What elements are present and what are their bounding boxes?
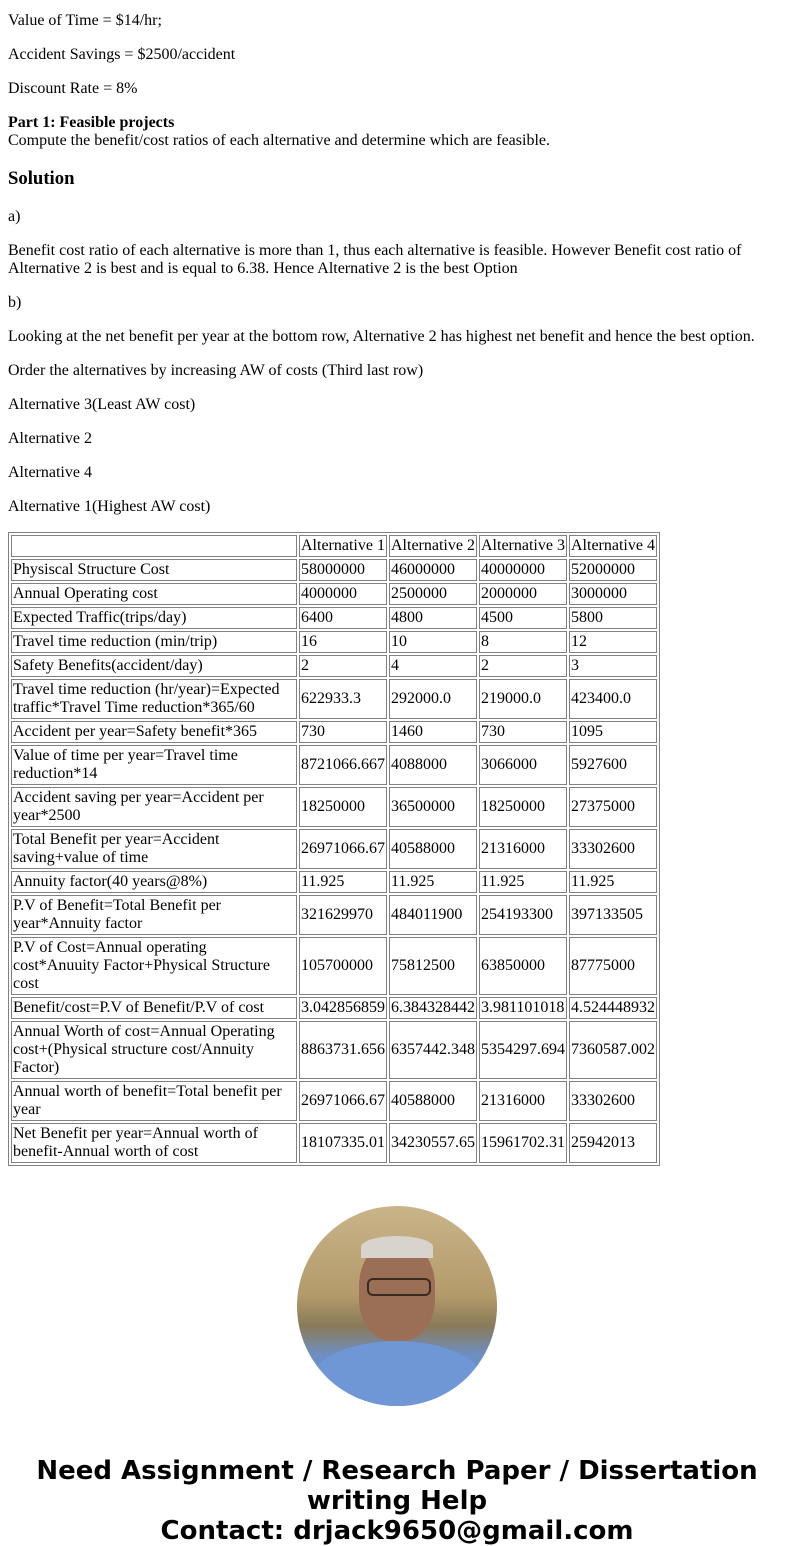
table-row (11, 631, 657, 653)
part-1 (8, 114, 786, 150)
part-a-text: Benefit cost ratio of each alternative is more than 1, thus each alternative is feasible. However Benefit cost ratio of Alternative 2 is best and is equal to 6.38. Hence Alternative 2 is the best Option (8, 242, 742, 277)
cell-value: 26971066.67 (299, 1081, 387, 1121)
cell-value: 10 (389, 631, 477, 653)
table-row (11, 655, 657, 677)
cell-value: 423400.0 (569, 679, 657, 719)
row-label: P.V of Cost=Annual operating cost*Anuuity Factor+Physical Structure cost (11, 937, 297, 995)
cell-value: 5927600 (569, 745, 657, 785)
cell-value: 219000.0 (479, 679, 567, 719)
cell-value: 18107335.01 (299, 1123, 387, 1163)
alternatives-table (8, 532, 660, 1166)
part-b-text: Looking at the net benefit per year at the bottom row, Alternative 2 has highest net benefit and hence the best option. (8, 328, 755, 345)
cell-value: 87775000 (569, 937, 657, 995)
order-item: Alternative 2 (8, 430, 92, 447)
cell-value: 18250000 (299, 787, 387, 827)
row-label: Travel time reduction (hr/year)=Expected traffic*Travel Time reduction*365/60 (11, 679, 297, 719)
cell-value: 6400 (299, 607, 387, 629)
cell-value: 11.925 (389, 871, 477, 893)
part-description: Compute the benefit/cost ratios of each alternative and determine which are feasible. (8, 132, 550, 149)
cell-value: 1460 (389, 721, 477, 743)
accident-savings: Accident Savings = $2500/accident (8, 46, 236, 63)
table-row (11, 997, 657, 1019)
cell-value: 18250000 (479, 787, 567, 827)
cell-value: 5800 (569, 607, 657, 629)
order-item: Alternative 3(Least AW cost) (8, 396, 196, 413)
cell-value: 321629970 (299, 895, 387, 935)
cell-value: 33302600 (569, 829, 657, 869)
cell-value: 40588000 (389, 1081, 477, 1121)
cell-value: 11.925 (479, 871, 567, 893)
table-row (11, 937, 657, 995)
cell-value: 1095 (569, 721, 657, 743)
cell-value: 25942013 (569, 1123, 657, 1163)
cell-value: 52000000 (569, 559, 657, 581)
order-text: Order the alternatives by increasing AW of costs (Third last row) (8, 362, 424, 379)
cell-value: Alternative 1 (299, 535, 387, 557)
order-item: Alternative 4 (8, 464, 92, 481)
cell-value: Alternative 3 (479, 535, 567, 557)
table-row (11, 721, 657, 743)
cell-value: 254193300 (479, 895, 567, 935)
table-row (11, 829, 657, 869)
cell-value: 4088000 (389, 745, 477, 785)
part-title: Part 1: Feasible projects (8, 114, 175, 131)
row-label: Physiscal Structure Cost (11, 559, 297, 581)
cell-value: 2500000 (389, 583, 477, 605)
cell-value: 16 (299, 631, 387, 653)
row-label: Accident saving per year=Accident per year*2500 (11, 787, 297, 827)
table-row (11, 583, 657, 605)
cell-value: 622933.3 (299, 679, 387, 719)
cell-value: 4 (389, 655, 477, 677)
row-label: Annual worth of benefit=Total benefit per year (11, 1081, 297, 1121)
table-row (11, 787, 657, 827)
cell-value: 36500000 (389, 787, 477, 827)
footer-help-text: Need Assignment / Research Paper / Dissertation writing Help (36, 1456, 758, 1516)
row-label: Value of time per year=Travel time reduction*14 (11, 745, 297, 785)
cell-value: 2 (299, 655, 387, 677)
cell-value: 4000000 (299, 583, 387, 605)
value-of-time: Value of Time = $14/hr; (8, 12, 162, 29)
cell-value: Alternative 4 (569, 535, 657, 557)
part-b-label: b) (8, 294, 22, 311)
cell-value: 34230557.65 (389, 1123, 477, 1163)
row-label: Annuity factor(40 years@8%) (11, 871, 297, 893)
cell-value: 3.042856859 (299, 997, 387, 1019)
cell-value: 730 (479, 721, 567, 743)
cell-value: 27375000 (569, 787, 657, 827)
cell-value: 8863731.656 (299, 1021, 387, 1079)
cell-value: Alternative 2 (389, 535, 477, 557)
row-label: Annual Operating cost (11, 583, 297, 605)
part-a-label: a) (8, 208, 21, 225)
cell-value: 3000000 (569, 583, 657, 605)
cell-value: 5354297.694 (479, 1021, 567, 1079)
cell-value: 46000000 (389, 559, 477, 581)
cell-value: 2 (479, 655, 567, 677)
row-label: Accident per year=Safety benefit*365 (11, 721, 297, 743)
discount-rate: Discount Rate = 8% (8, 80, 138, 97)
cell-value: 63850000 (479, 937, 567, 995)
cell-value: 4.524448932 (569, 997, 657, 1019)
row-label: P.V of Benefit=Total Benefit per year*Annuity factor (11, 895, 297, 935)
cell-value: 26971066.67 (299, 829, 387, 869)
cell-value: 6.384328442 (389, 997, 477, 1019)
cell-value: 58000000 (299, 559, 387, 581)
cell-value: 11.925 (569, 871, 657, 893)
cell-value: 105700000 (299, 937, 387, 995)
row-label: Expected Traffic(trips/day) (11, 607, 297, 629)
cell-value: 8721066.667 (299, 745, 387, 785)
cell-value: 8 (479, 631, 567, 653)
cell-value: 730 (299, 721, 387, 743)
cell-value: 4500 (479, 607, 567, 629)
row-label: Annual Worth of cost=Annual Operating cost+(Physical structure cost/Annuity Factor) (11, 1021, 297, 1079)
cell-value: 75812500 (389, 937, 477, 995)
table-row (11, 1021, 657, 1079)
table-row (11, 895, 657, 935)
cell-value: 292000.0 (389, 679, 477, 719)
row-label: Travel time reduction (min/trip) (11, 631, 297, 653)
row-label: Safety Benefits(accident/day) (11, 655, 297, 677)
footer-ad (8, 1456, 786, 1546)
cell-value: 15961702.31 (479, 1123, 567, 1163)
cell-value: 12 (569, 631, 657, 653)
order-item: Alternative 1(Highest AW cost) (8, 498, 211, 515)
row-label: Benefit/cost=P.V of Benefit/P.V of cost (11, 997, 297, 1019)
cell-value: 7360587.002 (569, 1021, 657, 1079)
cell-value: 21316000 (479, 829, 567, 869)
cell-value: 21316000 (479, 1081, 567, 1121)
cell-value: 4800 (389, 607, 477, 629)
cell-value: 40588000 (389, 829, 477, 869)
table-row (11, 871, 657, 893)
solution-heading: Solution (8, 168, 75, 189)
table-row (11, 559, 657, 581)
table-row (11, 1123, 657, 1163)
table-header-row (11, 535, 657, 557)
row-label: Net Benefit per year=Annual worth of benefit-Annual worth of cost (11, 1123, 297, 1163)
cell-value: 3.981101018 (479, 997, 567, 1019)
cell-value: 3 (569, 655, 657, 677)
cell-value: 40000000 (479, 559, 567, 581)
footer-contact: Contact: drjack9650@gmail.com (160, 1516, 634, 1546)
row-label (11, 535, 297, 557)
cell-value: 6357442.348 (389, 1021, 477, 1079)
cell-value: 484011900 (389, 895, 477, 935)
cell-value: 33302600 (569, 1081, 657, 1121)
table-row (11, 745, 657, 785)
cell-value: 11.925 (299, 871, 387, 893)
cell-value: 3066000 (479, 745, 567, 785)
row-label: Total Benefit per year=Accident saving+value of time (11, 829, 297, 869)
table-row (11, 1081, 657, 1121)
table-row (11, 679, 657, 719)
table-row (11, 607, 657, 629)
cell-value: 397133505 (569, 895, 657, 935)
author-avatar (297, 1206, 497, 1406)
cell-value: 2000000 (479, 583, 567, 605)
